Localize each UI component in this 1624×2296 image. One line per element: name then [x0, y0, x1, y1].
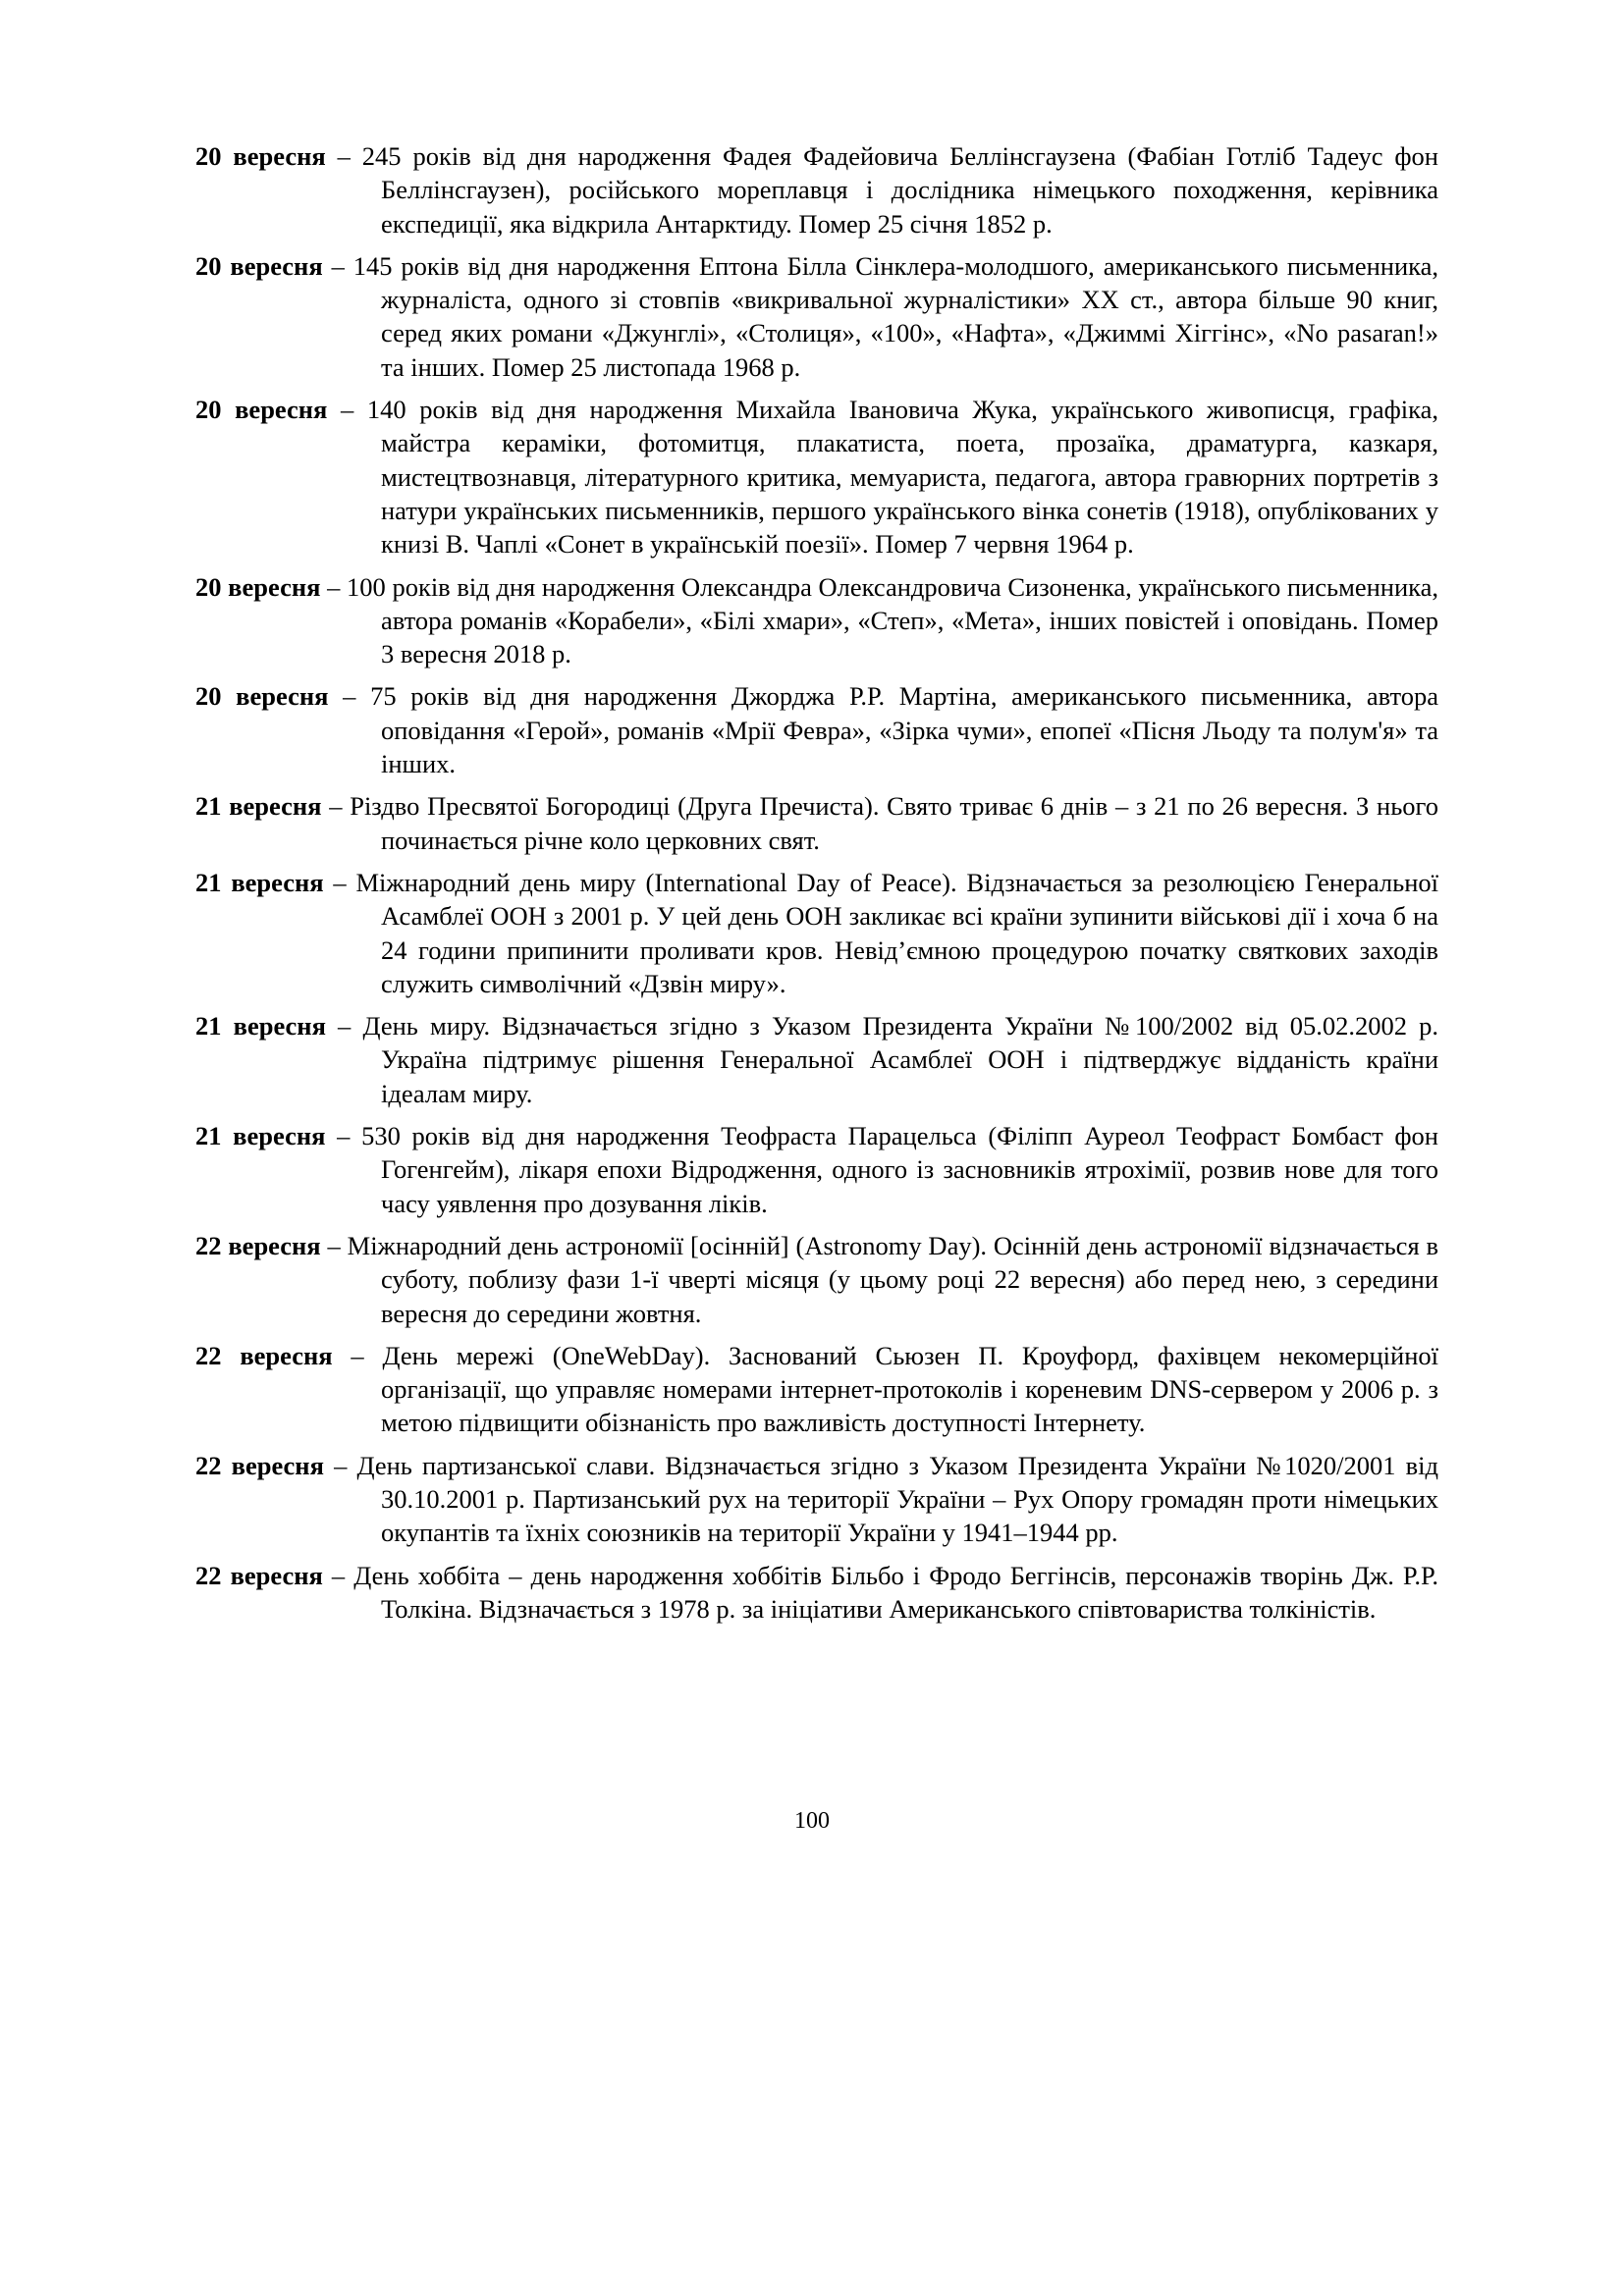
calendar-entry: [195, 1339, 1438, 1440]
entry-date: 20 вересня: [195, 681, 329, 712]
entry-text: – 245 років від дня народження Фадея Фадейовича Беллінсгаузена (Фабіан Готліб Тадеус фон Беллінсгаузен), російського мореплавця і дослідника німецького походження, керівника експедиції, яка відкрила Антарктиду. Помер 25 січня 1852 р.: [337, 141, 1438, 239]
entry-text: – Міжнародний день астрономії [осінній] (Astronomy Day). Осінній день астрономії відзначається в суботу, поблизу фази 1-ї чверті місяця (у цьому році 22 вересня) або перед нею, з середини вересня до середини жовтня.: [327, 1230, 1439, 1328]
document-page: [195, 139, 1438, 1634]
entry-date: 21 вересня: [195, 1121, 326, 1151]
entry-date: 22 вересня: [195, 1450, 324, 1480]
entry-text: – 145 років від дня народження Ептона Білла Сінклера-молодшого, американського письменника, журналіста, одного зі стовпів «викривальної журналістики» XX ст., автора більше 90 книг, серед яких романи «Джунглі», «Столиця», «100», «Нафта», «Джиммі Хіггінс», «No pasaran!» та інших. Помер 25 листопада 1968 р.: [331, 250, 1438, 382]
calendar-entry: [195, 789, 1438, 857]
entry-date: 22 вересня: [195, 1560, 323, 1590]
calendar-entry: [195, 249, 1438, 384]
entry-text: – День мережі (OneWebDay). Заснований Сьюзен П. Кроуфорд, фахівцем некомерційної організації, що управляє номерами інтернет-протоколів і кореневим DNS-сервером у 2006 р. з метою підвищити обізнаність про важливість доступності Інтернету.: [351, 1340, 1439, 1438]
entry-text: – День хоббіта – день народження хоббітів Більбо і Фродо Беггінсів, персонажів творінь Дж. Р.Р. Толкіна. Відзначається з 1978 р. за ініціативи Американського співтовариства толкіністів.: [331, 1560, 1438, 1624]
entry-text: – 75 років від дня народження Джорджа Р.Р. Мартіна, американського письменника, автора оповідання «Герой», романів «Мрії Февра», «Зірка чуми», епопеї «Пісня Льоду та полум'я» та інших.: [343, 681, 1439, 779]
page-number: 100: [794, 1808, 830, 1834]
calendar-entry: [195, 393, 1438, 561]
entry-date: 20 вересня: [195, 141, 326, 171]
entry-date: 21 вересня: [195, 791, 322, 822]
entry-date: 20 вересня: [195, 395, 328, 425]
calendar-entry: [195, 679, 1438, 780]
entry-text: – 100 років від дня народження Олександра Олександровича Сизоненка, українського письменника, автора романів «Корабели», «Білі хмари», «Степ», «Мета», інших повістей і оповідань. Помер 3 вересня 2018 р.: [327, 571, 1439, 669]
calendar-entry: [195, 570, 1438, 671]
calendar-entry: [195, 1229, 1438, 1330]
entry-date: 20 вересня: [195, 250, 323, 281]
calendar-entry: [195, 866, 1438, 1000]
entry-text: – 140 років від дня народження Михайла Івановича Жука, українського живописця, графіка, майстра кераміки, фотомитця, плакатиста, поета, прозаїка, драматурга, казкаря, мистецтвознавця, літературного критика, мемуариста, педагога, автора гравюрних портретів з натури українських письменників, першого українського вінка сонетів (1918), опублікованих у книзі В. Чаплі «Сонет в українській поезії». Помер 7 червня 1964 р.: [341, 395, 1439, 560]
calendar-entry: [195, 1009, 1438, 1110]
entry-text: – День миру. Відзначається згідно з Указом Президента України №100/2002 від 05.02.2002 р. Україна підтримує рішення Генеральної Асамблеї ООН і підтверджує відданість країни ідеалам миру.: [338, 1011, 1438, 1108]
entry-text: – 530 років від дня народження Теофраста Парацельса (Філіпп Ауреол Теофраст Бомбаст фон Гогенгейм), лікаря епохи Відродження, одного із засновників ятрохімії, розвив нове для того часу уявлення про дозування ліків.: [337, 1121, 1438, 1218]
entry-date: 22 вересня: [195, 1230, 321, 1260]
entry-date: 22 вересня: [195, 1340, 333, 1370]
calendar-entry: [195, 1449, 1438, 1550]
entry-date: 21 вересня: [195, 1011, 326, 1041]
calendar-entry: [195, 139, 1438, 240]
calendar-entry: [195, 1559, 1438, 1627]
entry-date: 21 вересня: [195, 867, 324, 897]
calendar-entry: [195, 1119, 1438, 1220]
entry-date: 20 вересня: [195, 571, 321, 602]
entry-text: – День партизанської слави. Відзначається згідно з Указом Президента України №1020/2001 від 30.10.2001 р. Партизанський рух на території України – Рух Опору громадян проти німецьких окупантів та їхніх союзників на території України у 1941–1944 рр.: [334, 1450, 1439, 1548]
entry-text: – Різдво Пресвятої Богородиці (Друга Пречиста). Свято триває 6 днів – з 21 по 26 вересня. З нього починається річне коло церковних свят.: [329, 791, 1439, 855]
entry-text: – Міжнародний день миру (International Day of Peace). Відзначається за резолюцією Генеральної Асамблеї ООН з 2001 р. У цей день ООН закликає всі країни зупинити військові дії і хоча б на 24 години припинити проливати кров. Невід’ємною процедурою початку святкових заходів служить символічний «Дзвін миру».: [333, 867, 1439, 998]
